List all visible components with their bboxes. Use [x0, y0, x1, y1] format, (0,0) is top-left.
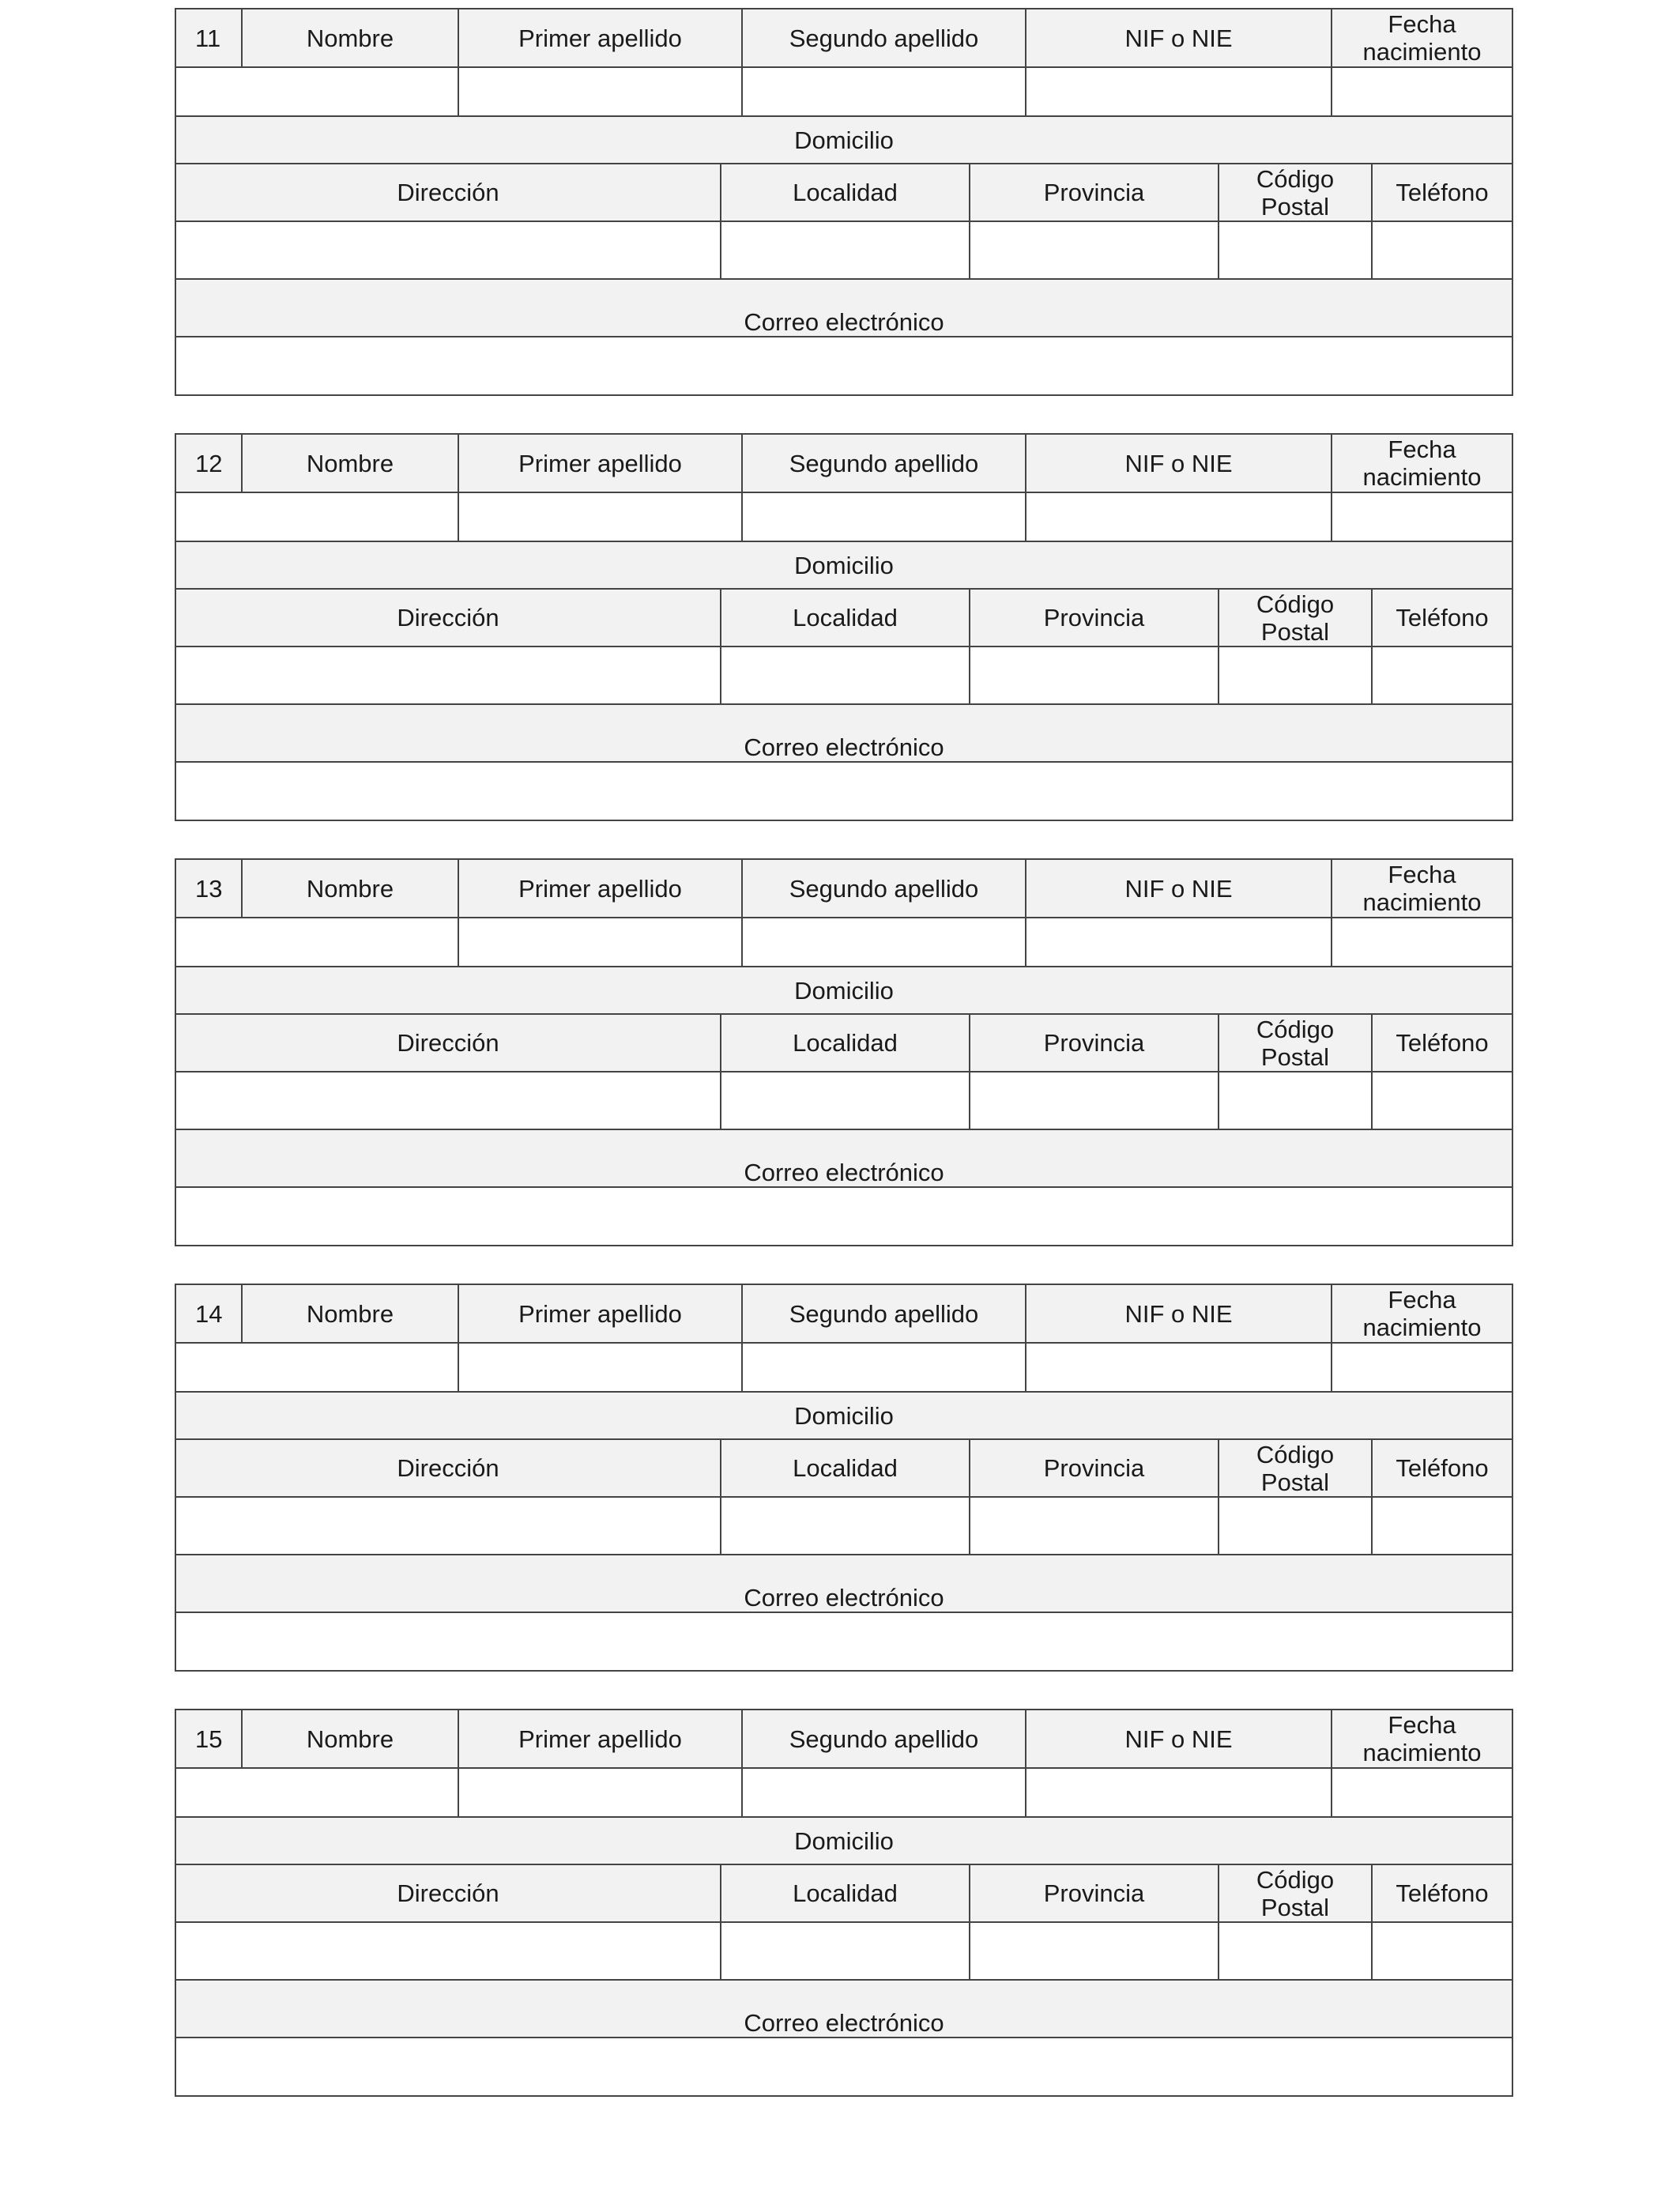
correo-electronico-field[interactable]: [175, 2037, 1513, 2097]
localidad-field[interactable]: [720, 1496, 970, 1555]
correo-electronico-header: Correo electrónico: [175, 278, 1513, 337]
telefono-field[interactable]: [1371, 1496, 1513, 1555]
direccion-field[interactable]: [175, 646, 721, 705]
primer-apellido-field[interactable]: [458, 492, 743, 542]
localidad-header: Localidad: [720, 588, 970, 647]
segundo-apellido-header: Segundo apellido: [741, 433, 1026, 493]
primer-apellido-header: Primer apellido: [458, 8, 743, 68]
form-blocks: [175, 8, 1513, 2134]
persona-block: [175, 8, 1513, 396]
localidad-header: Localidad: [720, 1013, 970, 1072]
direccion-header: Dirección: [175, 163, 721, 222]
nombre-field[interactable]: [175, 917, 459, 967]
localidad-field[interactable]: [720, 1921, 970, 1981]
fecha-nacimiento-field[interactable]: [1331, 1767, 1513, 1818]
row-number: 11: [175, 8, 243, 68]
nombre-header: Nombre: [241, 8, 459, 68]
codigo-postal-field[interactable]: [1218, 221, 1373, 280]
nif-nie-header: NIF o NIE: [1025, 1709, 1332, 1769]
telefono-field[interactable]: [1371, 221, 1513, 280]
codigo-postal-header: Código Postal: [1218, 1864, 1373, 1923]
telefono-field[interactable]: [1371, 1921, 1513, 1981]
correo-electronico-header: Correo electrónico: [175, 703, 1513, 763]
localidad-header: Localidad: [720, 1438, 970, 1498]
segundo-apellido-field[interactable]: [741, 1342, 1026, 1393]
row-number: 12: [175, 433, 243, 493]
primer-apellido-header: Primer apellido: [458, 1284, 743, 1344]
domicilio-header: Domicilio: [175, 966, 1513, 1015]
nif-nie-field[interactable]: [1025, 1342, 1332, 1393]
nombre-field[interactable]: [175, 1767, 459, 1818]
correo-electronico-field[interactable]: [175, 1186, 1513, 1246]
nif-nie-header: NIF o NIE: [1025, 433, 1332, 493]
nif-nie-field[interactable]: [1025, 917, 1332, 967]
direccion-field[interactable]: [175, 1071, 721, 1130]
primer-apellido-field[interactable]: [458, 66, 743, 117]
persona-block: [175, 858, 1513, 1246]
codigo-postal-header: Código Postal: [1218, 163, 1373, 222]
nif-nie-header: NIF o NIE: [1025, 8, 1332, 68]
direccion-header: Dirección: [175, 1013, 721, 1072]
fecha-nacimiento-header: Fecha nacimiento: [1331, 858, 1513, 918]
fecha-nacimiento-field[interactable]: [1331, 1342, 1513, 1393]
correo-electronico-field[interactable]: [175, 761, 1513, 821]
correo-electronico-header: Correo electrónico: [175, 1129, 1513, 1188]
nif-nie-header: NIF o NIE: [1025, 1284, 1332, 1344]
telefono-header: Teléfono: [1371, 1013, 1513, 1072]
telefono-header: Teléfono: [1371, 588, 1513, 647]
telefono-header: Teléfono: [1371, 163, 1513, 222]
provincia-header: Provincia: [969, 163, 1219, 222]
primer-apellido-header: Primer apellido: [458, 858, 743, 918]
fecha-nacimiento-field[interactable]: [1331, 917, 1513, 967]
nombre-header: Nombre: [241, 1284, 459, 1344]
codigo-postal-header: Código Postal: [1218, 1438, 1373, 1498]
domicilio-header: Domicilio: [175, 541, 1513, 590]
row-number: 13: [175, 858, 243, 918]
segundo-apellido-header: Segundo apellido: [741, 8, 1026, 68]
provincia-header: Provincia: [969, 1013, 1219, 1072]
nombre-field[interactable]: [175, 1342, 459, 1393]
provincia-field[interactable]: [969, 221, 1219, 280]
nombre-header: Nombre: [241, 1709, 459, 1769]
primer-apellido-field[interactable]: [458, 1342, 743, 1393]
fecha-nacimiento-header: Fecha nacimiento: [1331, 1284, 1513, 1344]
codigo-postal-field[interactable]: [1218, 1071, 1373, 1130]
fecha-nacimiento-field[interactable]: [1331, 66, 1513, 117]
segundo-apellido-field[interactable]: [741, 492, 1026, 542]
primer-apellido-header: Primer apellido: [458, 1709, 743, 1769]
provincia-header: Provincia: [969, 588, 1219, 647]
correo-electronico-header: Correo electrónico: [175, 1554, 1513, 1613]
direccion-header: Dirección: [175, 588, 721, 647]
segundo-apellido-field[interactable]: [741, 66, 1026, 117]
row-number: 15: [175, 1709, 243, 1769]
direccion-field[interactable]: [175, 1921, 721, 1981]
row-number: 14: [175, 1284, 243, 1344]
segundo-apellido-header: Segundo apellido: [741, 1284, 1026, 1344]
domicilio-header: Domicilio: [175, 1816, 1513, 1865]
codigo-postal-header: Código Postal: [1218, 588, 1373, 647]
telefono-field[interactable]: [1371, 646, 1513, 705]
fecha-nacimiento-header: Fecha nacimiento: [1331, 433, 1513, 493]
primer-apellido-field[interactable]: [458, 1767, 743, 1818]
telefono-field[interactable]: [1371, 1071, 1513, 1130]
primer-apellido-header: Primer apellido: [458, 433, 743, 493]
segundo-apellido-header: Segundo apellido: [741, 1709, 1026, 1769]
direccion-header: Dirección: [175, 1438, 721, 1498]
provincia-field[interactable]: [969, 1921, 1219, 1981]
provincia-field[interactable]: [969, 1071, 1219, 1130]
codigo-postal-field[interactable]: [1218, 646, 1373, 705]
correo-electronico-field[interactable]: [175, 1612, 1513, 1672]
direccion-field[interactable]: [175, 221, 721, 280]
correo-electronico-field[interactable]: [175, 336, 1513, 396]
telefono-header: Teléfono: [1371, 1864, 1513, 1923]
provincia-field[interactable]: [969, 646, 1219, 705]
fecha-nacimiento-header: Fecha nacimiento: [1331, 1709, 1513, 1769]
localidad-field[interactable]: [720, 1071, 970, 1130]
codigo-postal-header: Código Postal: [1218, 1013, 1373, 1072]
segundo-apellido-header: Segundo apellido: [741, 858, 1026, 918]
nif-nie-field[interactable]: [1025, 1767, 1332, 1818]
domicilio-header: Domicilio: [175, 1391, 1513, 1440]
direccion-header: Dirección: [175, 1864, 721, 1923]
nombre-header: Nombre: [241, 858, 459, 918]
fecha-nacimiento-header: Fecha nacimiento: [1331, 8, 1513, 68]
provincia-field[interactable]: [969, 1496, 1219, 1555]
primer-apellido-field[interactable]: [458, 917, 743, 967]
localidad-field[interactable]: [720, 221, 970, 280]
segundo-apellido-field[interactable]: [741, 917, 1026, 967]
localidad-field[interactable]: [720, 646, 970, 705]
segundo-apellido-field[interactable]: [741, 1767, 1026, 1818]
provincia-header: Provincia: [969, 1864, 1219, 1923]
domicilio-header: Domicilio: [175, 115, 1513, 164]
codigo-postal-field[interactable]: [1218, 1496, 1373, 1555]
provincia-header: Provincia: [969, 1438, 1219, 1498]
nombre-field[interactable]: [175, 492, 459, 542]
telefono-header: Teléfono: [1371, 1438, 1513, 1498]
persona-block: [175, 1284, 1513, 1672]
persona-block: [175, 1709, 1513, 2097]
correo-electronico-header: Correo electrónico: [175, 1979, 1513, 2038]
nif-nie-field[interactable]: [1025, 66, 1332, 117]
localidad-header: Localidad: [720, 1864, 970, 1923]
persona-block: [175, 433, 1513, 821]
nif-nie-field[interactable]: [1025, 492, 1332, 542]
nif-nie-header: NIF o NIE: [1025, 858, 1332, 918]
direccion-field[interactable]: [175, 1496, 721, 1555]
fecha-nacimiento-field[interactable]: [1331, 492, 1513, 542]
localidad-header: Localidad: [720, 163, 970, 222]
nombre-field[interactable]: [175, 66, 459, 117]
codigo-postal-field[interactable]: [1218, 1921, 1373, 1981]
nombre-header: Nombre: [241, 433, 459, 493]
